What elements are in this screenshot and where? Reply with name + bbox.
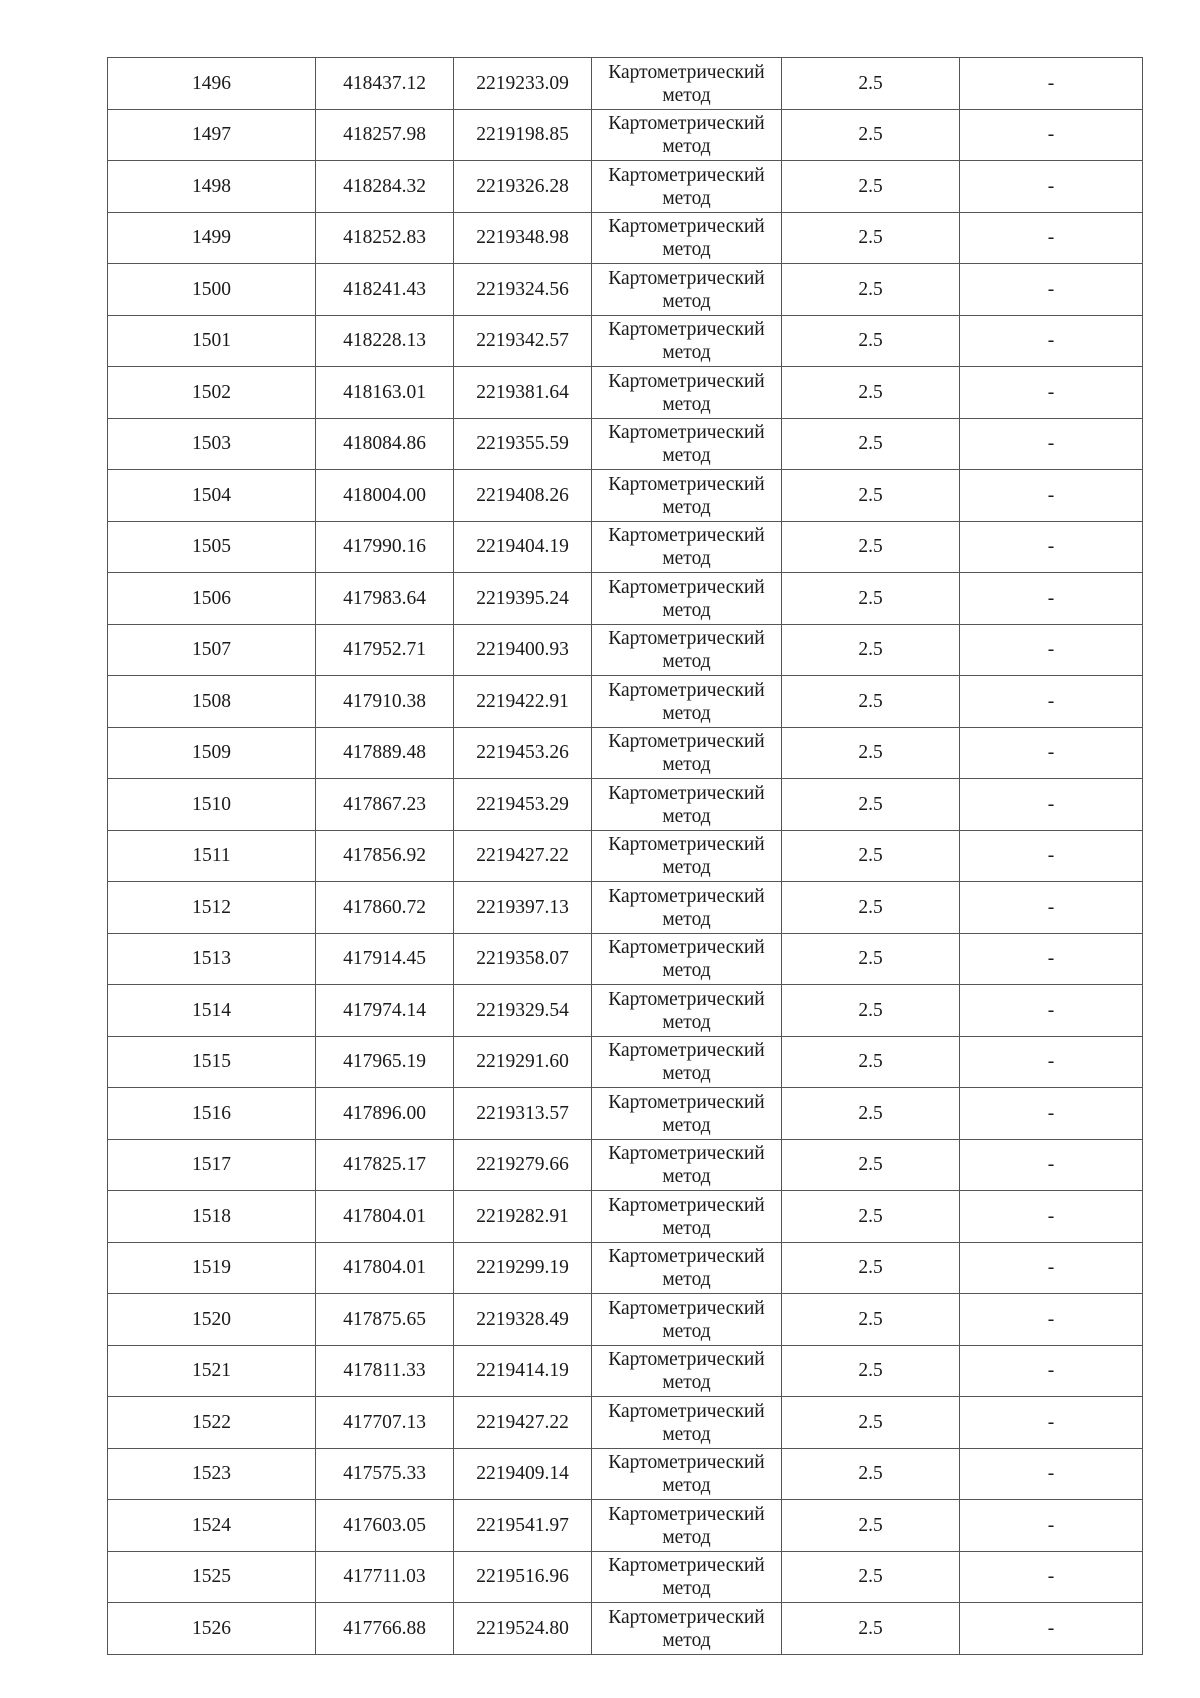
note-cell: -	[960, 1551, 1143, 1603]
method-text: Картометрический метод	[608, 1194, 765, 1239]
accuracy-cell: 2.5	[782, 367, 960, 419]
table-row	[108, 1191, 1143, 1243]
table-row	[108, 985, 1143, 1037]
method-cell	[592, 933, 782, 985]
method-text: Картометрический метод	[608, 937, 765, 982]
x-coordinate-cell: 418252.83	[316, 212, 454, 264]
method-text: Картометрический метод	[608, 525, 765, 570]
method-text: Картометрический метод	[608, 1400, 765, 1445]
note-cell: -	[960, 985, 1143, 1037]
accuracy-cell: 2.5	[782, 264, 960, 316]
y-coordinate-cell: 2219299.19	[454, 1242, 592, 1294]
x-coordinate-cell: 417856.92	[316, 830, 454, 882]
method-text: Картометрический метод	[608, 731, 765, 776]
method-cell	[592, 882, 782, 934]
method-cell	[592, 727, 782, 779]
table-row	[108, 882, 1143, 934]
x-coordinate-cell: 417965.19	[316, 1036, 454, 1088]
accuracy-cell: 2.5	[782, 676, 960, 728]
point-number-cell: 1513	[108, 933, 316, 985]
point-number-cell: 1514	[108, 985, 316, 1037]
method-text: Картометрический метод	[608, 576, 765, 621]
method-cell	[592, 830, 782, 882]
method-text: Картометрический метод	[608, 1246, 765, 1291]
method-text: Картометрический метод	[608, 782, 765, 827]
table-row	[108, 161, 1143, 213]
y-coordinate-cell: 2219282.91	[454, 1191, 592, 1243]
note-cell: -	[960, 367, 1143, 419]
note-cell: -	[960, 1036, 1143, 1088]
y-coordinate-cell: 2219422.91	[454, 676, 592, 728]
method-cell	[592, 573, 782, 625]
table-row	[108, 1294, 1143, 1346]
x-coordinate-cell: 417804.01	[316, 1242, 454, 1294]
point-number-cell: 1510	[108, 779, 316, 831]
table-row	[108, 58, 1143, 110]
point-number-cell: 1502	[108, 367, 316, 419]
method-text: Картометрический метод	[608, 1503, 765, 1548]
note-cell: -	[960, 1345, 1143, 1397]
note-cell: -	[960, 161, 1143, 213]
table-row	[108, 470, 1143, 522]
x-coordinate-cell: 417914.45	[316, 933, 454, 985]
method-cell	[592, 1603, 782, 1655]
x-coordinate-cell: 417889.48	[316, 727, 454, 779]
table-row	[108, 418, 1143, 470]
point-number-cell: 1515	[108, 1036, 316, 1088]
accuracy-cell: 2.5	[782, 1603, 960, 1655]
method-cell	[592, 1088, 782, 1140]
table-row	[108, 727, 1143, 779]
table-row	[108, 1139, 1143, 1191]
table-row	[108, 1088, 1143, 1140]
point-number-cell: 1517	[108, 1139, 316, 1191]
coordinates-table-body	[108, 58, 1143, 1655]
y-coordinate-cell: 2219326.28	[454, 161, 592, 213]
x-coordinate-cell: 417825.17	[316, 1139, 454, 1191]
y-coordinate-cell: 2219408.26	[454, 470, 592, 522]
table-row	[108, 521, 1143, 573]
y-coordinate-cell: 2219324.56	[454, 264, 592, 316]
method-cell	[592, 624, 782, 676]
point-number-cell: 1496	[108, 58, 316, 110]
x-coordinate-cell: 417575.33	[316, 1448, 454, 1500]
note-cell: -	[960, 779, 1143, 831]
y-coordinate-cell: 2219348.98	[454, 212, 592, 264]
method-cell	[592, 676, 782, 728]
note-cell: -	[960, 1139, 1143, 1191]
method-cell	[592, 779, 782, 831]
x-coordinate-cell: 417766.88	[316, 1603, 454, 1655]
accuracy-cell: 2.5	[782, 470, 960, 522]
note-cell: -	[960, 212, 1143, 264]
accuracy-cell: 2.5	[782, 1294, 960, 1346]
y-coordinate-cell: 2219342.57	[454, 315, 592, 367]
note-cell: -	[960, 1397, 1143, 1449]
y-coordinate-cell: 2219541.97	[454, 1500, 592, 1552]
y-coordinate-cell: 2219358.07	[454, 933, 592, 985]
x-coordinate-cell: 418437.12	[316, 58, 454, 110]
method-text: Картометрический метод	[608, 1297, 765, 1342]
x-coordinate-cell: 418163.01	[316, 367, 454, 419]
accuracy-cell: 2.5	[782, 933, 960, 985]
accuracy-cell: 2.5	[782, 882, 960, 934]
method-cell	[592, 1294, 782, 1346]
accuracy-cell: 2.5	[782, 1448, 960, 1500]
method-text: Картометрический метод	[608, 679, 765, 724]
y-coordinate-cell: 2219233.09	[454, 58, 592, 110]
x-coordinate-cell: 417804.01	[316, 1191, 454, 1243]
accuracy-cell: 2.5	[782, 1500, 960, 1552]
table-row	[108, 315, 1143, 367]
method-text: Картометрический метод	[608, 422, 765, 467]
note-cell: -	[960, 1191, 1143, 1243]
coordinates-table	[107, 57, 1143, 1655]
method-cell	[592, 1139, 782, 1191]
method-text: Картометрический метод	[608, 1091, 765, 1136]
x-coordinate-cell: 418284.32	[316, 161, 454, 213]
x-coordinate-cell: 417990.16	[316, 521, 454, 573]
x-coordinate-cell: 417974.14	[316, 985, 454, 1037]
accuracy-cell: 2.5	[782, 779, 960, 831]
accuracy-cell: 2.5	[782, 1036, 960, 1088]
y-coordinate-cell: 2219355.59	[454, 418, 592, 470]
note-cell: -	[960, 830, 1143, 882]
y-coordinate-cell: 2219409.14	[454, 1448, 592, 1500]
point-number-cell: 1505	[108, 521, 316, 573]
point-number-cell: 1523	[108, 1448, 316, 1500]
method-cell	[592, 161, 782, 213]
note-cell: -	[960, 264, 1143, 316]
y-coordinate-cell: 2219198.85	[454, 109, 592, 161]
note-cell: -	[960, 1088, 1143, 1140]
method-text: Картометрический метод	[608, 267, 765, 312]
method-cell	[592, 1345, 782, 1397]
method-cell	[592, 470, 782, 522]
method-text: Картометрический метод	[608, 1143, 765, 1188]
table-row	[108, 1500, 1143, 1552]
point-number-cell: 1512	[108, 882, 316, 934]
method-text: Картометрический метод	[608, 164, 765, 209]
accuracy-cell: 2.5	[782, 624, 960, 676]
accuracy-cell: 2.5	[782, 109, 960, 161]
method-text: Картометрический метод	[608, 1040, 765, 1085]
table-row	[108, 1603, 1143, 1655]
method-text: Картометрический метод	[608, 885, 765, 930]
note-cell: -	[960, 882, 1143, 934]
note-cell: -	[960, 624, 1143, 676]
note-cell: -	[960, 521, 1143, 573]
method-cell	[592, 315, 782, 367]
accuracy-cell: 2.5	[782, 727, 960, 779]
table-row	[108, 1242, 1143, 1294]
accuracy-cell: 2.5	[782, 1242, 960, 1294]
x-coordinate-cell: 418228.13	[316, 315, 454, 367]
note-cell: -	[960, 727, 1143, 779]
y-coordinate-cell: 2219427.22	[454, 830, 592, 882]
point-number-cell: 1498	[108, 161, 316, 213]
x-coordinate-cell: 417711.03	[316, 1551, 454, 1603]
method-cell	[592, 418, 782, 470]
x-coordinate-cell: 417896.00	[316, 1088, 454, 1140]
y-coordinate-cell: 2219453.26	[454, 727, 592, 779]
accuracy-cell: 2.5	[782, 830, 960, 882]
table-row	[108, 1345, 1143, 1397]
y-coordinate-cell: 2219279.66	[454, 1139, 592, 1191]
method-cell	[592, 109, 782, 161]
point-number-cell: 1525	[108, 1551, 316, 1603]
y-coordinate-cell: 2219381.64	[454, 367, 592, 419]
x-coordinate-cell: 417875.65	[316, 1294, 454, 1346]
x-coordinate-cell: 417603.05	[316, 1500, 454, 1552]
method-text: Картометрический метод	[608, 834, 765, 879]
y-coordinate-cell: 2219414.19	[454, 1345, 592, 1397]
accuracy-cell: 2.5	[782, 521, 960, 573]
point-number-cell: 1526	[108, 1603, 316, 1655]
x-coordinate-cell: 417952.71	[316, 624, 454, 676]
method-cell	[592, 1242, 782, 1294]
note-cell: -	[960, 1448, 1143, 1500]
method-text: Картометрический метод	[608, 319, 765, 364]
point-number-cell: 1519	[108, 1242, 316, 1294]
table-row	[108, 933, 1143, 985]
method-text: Картометрический метод	[608, 113, 765, 158]
accuracy-cell: 2.5	[782, 573, 960, 625]
method-cell	[592, 985, 782, 1037]
point-number-cell: 1507	[108, 624, 316, 676]
note-cell: -	[960, 58, 1143, 110]
x-coordinate-cell: 418084.86	[316, 418, 454, 470]
note-cell: -	[960, 315, 1143, 367]
y-coordinate-cell: 2219395.24	[454, 573, 592, 625]
method-cell	[592, 264, 782, 316]
method-cell	[592, 1551, 782, 1603]
table-row	[108, 109, 1143, 161]
y-coordinate-cell: 2219427.22	[454, 1397, 592, 1449]
point-number-cell: 1506	[108, 573, 316, 625]
x-coordinate-cell: 417983.64	[316, 573, 454, 625]
y-coordinate-cell: 2219328.49	[454, 1294, 592, 1346]
method-text: Картометрический метод	[608, 61, 765, 106]
table-row	[108, 830, 1143, 882]
x-coordinate-cell: 417867.23	[316, 779, 454, 831]
method-cell	[592, 1500, 782, 1552]
table-row	[108, 624, 1143, 676]
point-number-cell: 1511	[108, 830, 316, 882]
point-number-cell: 1501	[108, 315, 316, 367]
table-row	[108, 212, 1143, 264]
table-row	[108, 1397, 1143, 1449]
method-text: Картометрический метод	[608, 473, 765, 518]
method-cell	[592, 1448, 782, 1500]
method-text: Картометрический метод	[608, 216, 765, 261]
accuracy-cell: 2.5	[782, 58, 960, 110]
method-text: Картометрический метод	[608, 988, 765, 1033]
point-number-cell: 1500	[108, 264, 316, 316]
point-number-cell: 1508	[108, 676, 316, 728]
table-row	[108, 1448, 1143, 1500]
method-text: Картометрический метод	[608, 370, 765, 415]
point-number-cell: 1520	[108, 1294, 316, 1346]
y-coordinate-cell: 2219397.13	[454, 882, 592, 934]
accuracy-cell: 2.5	[782, 1139, 960, 1191]
y-coordinate-cell: 2219524.80	[454, 1603, 592, 1655]
table-row	[108, 779, 1143, 831]
accuracy-cell: 2.5	[782, 212, 960, 264]
note-cell: -	[960, 1242, 1143, 1294]
table-row	[108, 676, 1143, 728]
method-cell	[592, 58, 782, 110]
y-coordinate-cell: 2219404.19	[454, 521, 592, 573]
accuracy-cell: 2.5	[782, 418, 960, 470]
note-cell: -	[960, 1294, 1143, 1346]
method-text: Картометрический метод	[608, 1349, 765, 1394]
x-coordinate-cell: 417910.38	[316, 676, 454, 728]
accuracy-cell: 2.5	[782, 1397, 960, 1449]
x-coordinate-cell: 418257.98	[316, 109, 454, 161]
accuracy-cell: 2.5	[782, 161, 960, 213]
y-coordinate-cell: 2219329.54	[454, 985, 592, 1037]
note-cell: -	[960, 1500, 1143, 1552]
y-coordinate-cell: 2219400.93	[454, 624, 592, 676]
point-number-cell: 1509	[108, 727, 316, 779]
point-number-cell: 1503	[108, 418, 316, 470]
y-coordinate-cell: 2219453.29	[454, 779, 592, 831]
accuracy-cell: 2.5	[782, 315, 960, 367]
method-cell	[592, 212, 782, 264]
method-text: Картометрический метод	[608, 1452, 765, 1497]
method-cell	[592, 367, 782, 419]
note-cell: -	[960, 1603, 1143, 1655]
accuracy-cell: 2.5	[782, 1345, 960, 1397]
point-number-cell: 1497	[108, 109, 316, 161]
point-number-cell: 1518	[108, 1191, 316, 1243]
method-text: Картометрический метод	[608, 628, 765, 673]
note-cell: -	[960, 573, 1143, 625]
x-coordinate-cell: 417707.13	[316, 1397, 454, 1449]
method-text: Картометрический метод	[608, 1606, 765, 1651]
point-number-cell: 1524	[108, 1500, 316, 1552]
method-cell	[592, 1397, 782, 1449]
point-number-cell: 1522	[108, 1397, 316, 1449]
point-number-cell: 1499	[108, 212, 316, 264]
point-number-cell: 1504	[108, 470, 316, 522]
table-row	[108, 1036, 1143, 1088]
note-cell: -	[960, 676, 1143, 728]
table-row	[108, 573, 1143, 625]
method-text: Картометрический метод	[608, 1555, 765, 1600]
accuracy-cell: 2.5	[782, 1088, 960, 1140]
note-cell: -	[960, 109, 1143, 161]
table-row	[108, 367, 1143, 419]
x-coordinate-cell: 417811.33	[316, 1345, 454, 1397]
table-row	[108, 1551, 1143, 1603]
y-coordinate-cell: 2219291.60	[454, 1036, 592, 1088]
note-cell: -	[960, 470, 1143, 522]
x-coordinate-cell: 418241.43	[316, 264, 454, 316]
table-row	[108, 264, 1143, 316]
method-cell	[592, 1191, 782, 1243]
y-coordinate-cell: 2219516.96	[454, 1551, 592, 1603]
point-number-cell: 1521	[108, 1345, 316, 1397]
point-number-cell: 1516	[108, 1088, 316, 1140]
accuracy-cell: 2.5	[782, 1191, 960, 1243]
y-coordinate-cell: 2219313.57	[454, 1088, 592, 1140]
x-coordinate-cell: 418004.00	[316, 470, 454, 522]
accuracy-cell: 2.5	[782, 985, 960, 1037]
method-cell	[592, 521, 782, 573]
method-cell	[592, 1036, 782, 1088]
x-coordinate-cell: 417860.72	[316, 882, 454, 934]
note-cell: -	[960, 933, 1143, 985]
accuracy-cell: 2.5	[782, 1551, 960, 1603]
note-cell: -	[960, 418, 1143, 470]
